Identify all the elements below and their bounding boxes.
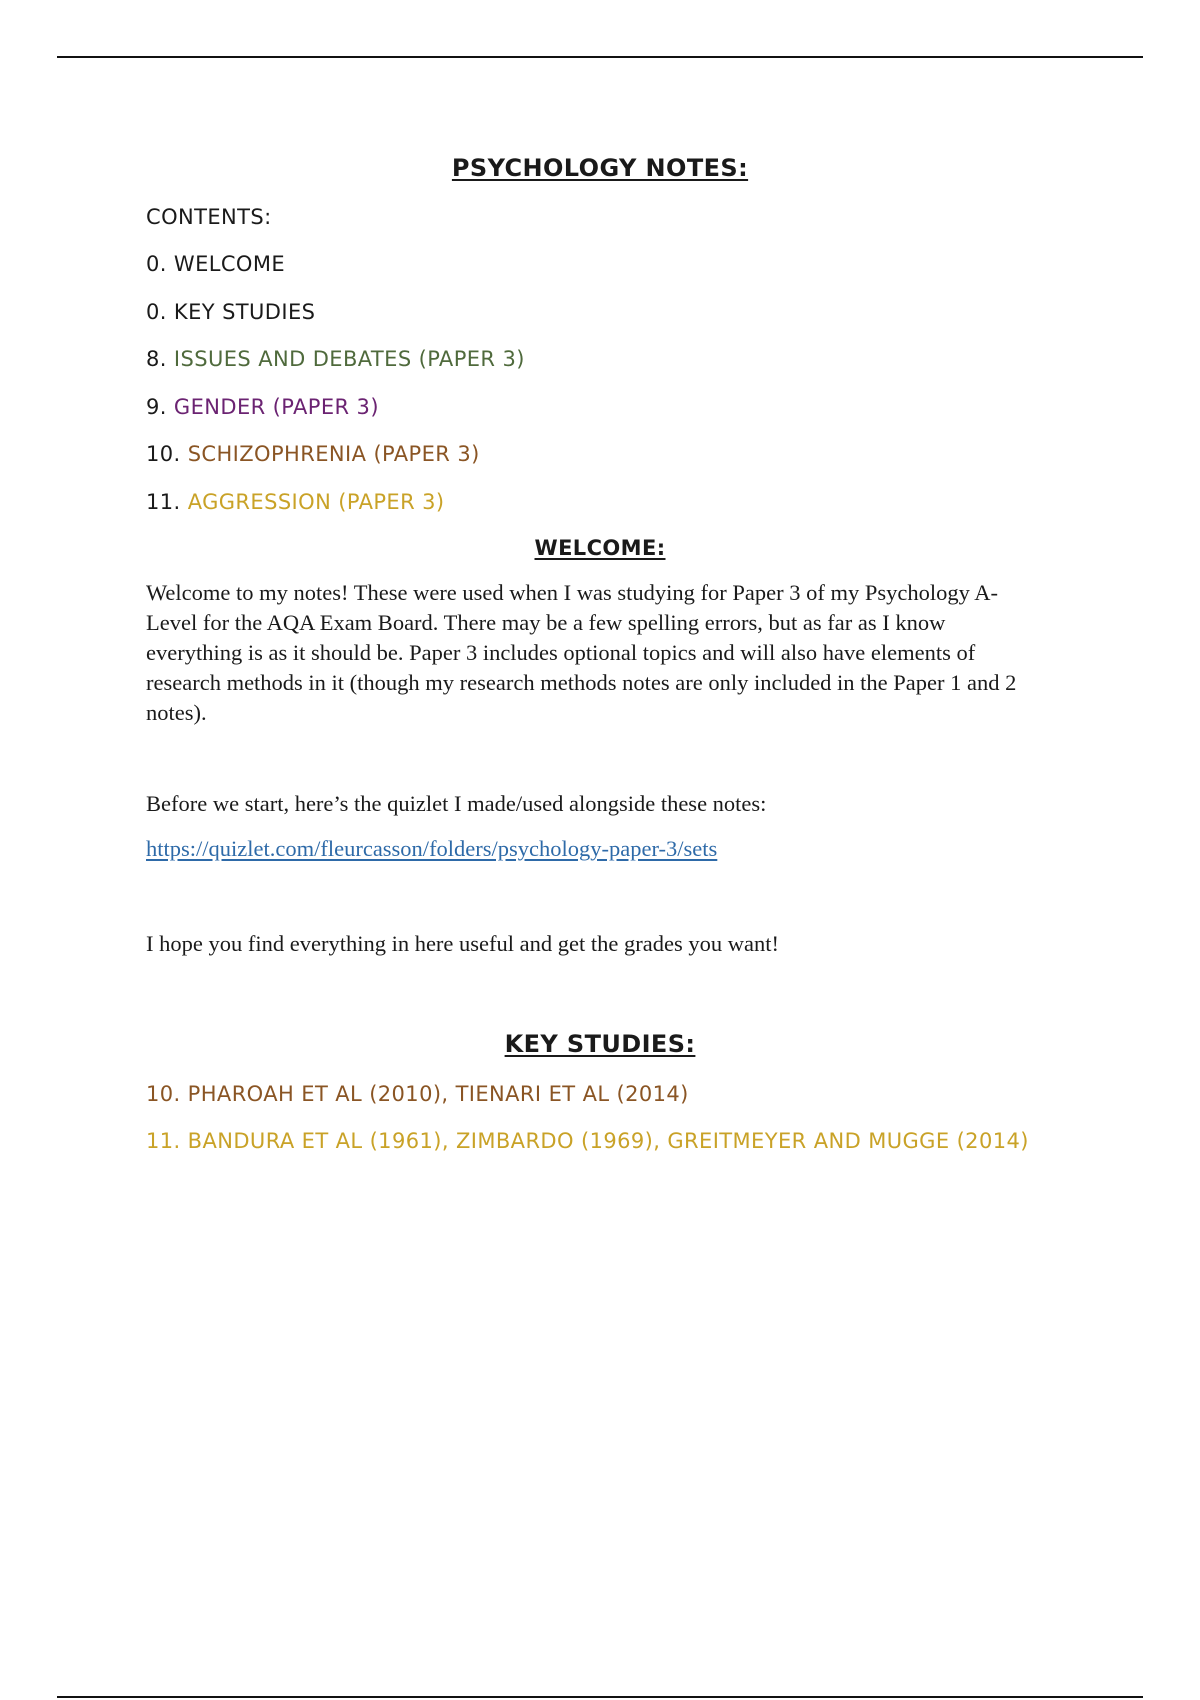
contents-item-schizophrenia[interactable]: [146, 442, 480, 466]
contents-item-label: GENDER (PAPER 3): [173, 395, 379, 419]
contents-item-gender[interactable]: [146, 395, 379, 419]
contents-item-aggression[interactable]: [146, 490, 445, 514]
contents-item-number: 8.: [146, 347, 167, 371]
contents-item-label: WELCOME: [173, 252, 286, 276]
bottom-rule: [57, 1696, 1143, 1698]
page-title: PSYCHOLOGY NOTES:: [451, 154, 749, 182]
contents-item-number: 11.: [146, 490, 181, 514]
top-rule: [57, 56, 1143, 58]
contents-item-label: AGGRESSION (PAPER 3): [187, 490, 445, 514]
key-study-schizophrenia: 10. PHAROAH ET AL (2010), TIENARI ET AL (2014): [146, 1082, 689, 1106]
contents-item-number: 0.: [146, 252, 167, 276]
contents-item-label: SCHIZOPHRENIA (PAPER 3): [187, 442, 480, 466]
quizlet-intro: Before we start, here’s the quizlet I made/used alongside these notes:: [146, 791, 767, 816]
key-study-aggression: 11. BANDURA ET AL (1961), ZIMBARDO (1969), GREITMEYER AND MUGGE (2014): [146, 1129, 1029, 1153]
contents-item-key-studies[interactable]: [146, 300, 315, 324]
contents-item-label: ISSUES AND DEBATES (PAPER 3): [173, 347, 525, 371]
contents-item-issues-and-debates[interactable]: [146, 347, 525, 371]
contents-item-number: 10.: [146, 442, 181, 466]
welcome-heading: WELCOME:: [534, 536, 666, 560]
closing-paragraph: I hope you find everything in here useful and get the grades you want!: [146, 931, 779, 956]
contents-label: CONTENTS:: [146, 205, 272, 229]
contents-item-number: 9.: [146, 395, 167, 419]
key-studies-heading: KEY STUDIES:: [504, 1030, 696, 1058]
contents-item-welcome[interactable]: [146, 252, 285, 276]
contents-item-label: KEY STUDIES: [173, 300, 316, 324]
quizlet-link[interactable]: https://quizlet.com/fleurcasson/folders/psychology-paper-3/sets: [146, 836, 718, 861]
welcome-paragraph: Welcome to my notes! These were used when I was studying for Paper 3 of my Psychology A-Level for the AQA Exam Board. There may be a few spelling errors, but as far as I know everything is as it should be. Paper 3 includes optional topics and will also have elements of research methods in it (though my research methods notes are only included in the Paper 1 and 2 notes).: [146, 580, 1017, 725]
contents-item-number: 0.: [146, 300, 167, 324]
